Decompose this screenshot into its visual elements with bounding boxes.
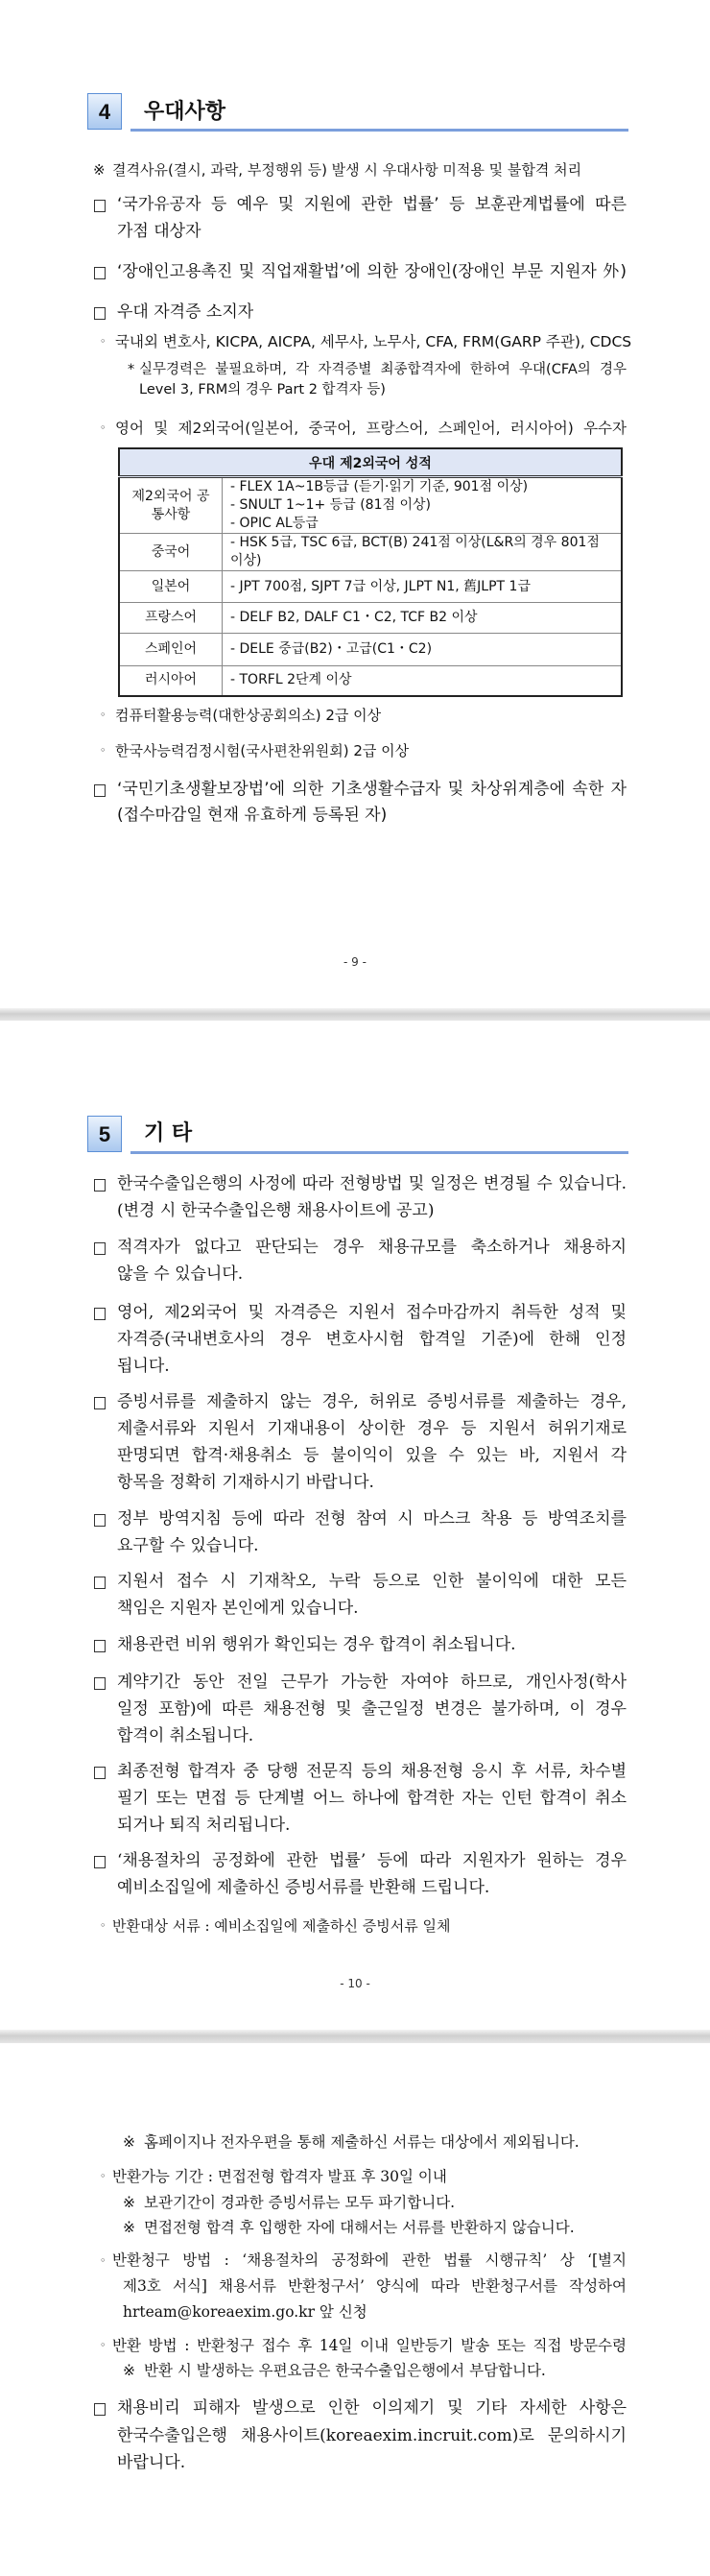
checkbox-bullet-icon (94, 1677, 106, 1690)
requirement-item: - FLEX 1A~1B등급 (듣기·읽기 기준, 901점 이상) (230, 479, 529, 494)
text-line: 적격자가 없다고 판단되는 경우 채용규모를 축소하거나 채용하지 (117, 1238, 627, 1257)
text-line: 채용비리 피해자 발생으로 인한 이의제기 및 기타 자세한 사항은 (117, 2398, 627, 2418)
text-line: 계약기간 동안 전일 근무가 가능한 자여야 하므로, 개인사정(학사 (117, 1673, 627, 1692)
checkbox-bullet-icon (94, 1179, 106, 1192)
text-line: 제출서류와 지원서 기재내용이 상이한 경우 등 지원서 허위기재로 (117, 1419, 627, 1438)
text-line: 지원서 접수 시 기재착오, 누락 등으로 인한 불이익에 대한 모든 (117, 1572, 627, 1591)
text-line: 결격사유(결시, 과락, 부정행위 등) 발생 시 우대사항 미적용 및 불합격 처리 (112, 161, 582, 179)
language-cell: 일본어 (119, 571, 223, 603)
text-line: 우대 자격증 소지자 (117, 302, 254, 322)
table-header: 우대 제2외국어 성적 (119, 448, 622, 477)
text-line: 채용관련 비위 행위가 확인되는 경우 합격이 취소됩니다. (117, 1635, 516, 1654)
checkbox-bullet-icon (94, 1640, 106, 1652)
text-line: Level 3, FRM의 경우 Part 2 합격자 등) (139, 382, 386, 397)
requirement-item: - JPT 700점, SJPT 7급 이상, JLPT N1, 舊JLPT 1급 (230, 578, 531, 594)
text-line: 국내외 변호사, KICPA, AICPA, 세무사, 노무사, CFA, FRM(GARP 주관), CDCS (115, 333, 632, 350)
requirement-item: - HSK 5급, TSC 6급, BCT(B) 241점 이상(L&R의 경우 801점 이상) (230, 535, 600, 568)
checkbox-bullet-icon (94, 1767, 106, 1779)
text-line: 예비소집일에 제출하신 증빙서류를 반환해 드립니다. (117, 1878, 490, 1897)
circle-bullet-icon: ◦ (100, 709, 106, 721)
requirement-cell (223, 666, 623, 696)
checkbox-bullet-icon (94, 1514, 106, 1527)
asterisk-icon: * (128, 362, 135, 377)
table-row (119, 634, 622, 666)
checkbox-bullet-icon (94, 784, 106, 797)
text-line: 되거나 퇴직 처리됩니다. (117, 1816, 291, 1835)
language-score-table (118, 447, 623, 697)
checkbox-bullet-icon (94, 307, 106, 320)
circle-bullet-icon: ◦ (100, 2254, 106, 2267)
section-number-badge: 4 (87, 93, 122, 130)
table-row (119, 603, 622, 634)
requirement-cell (223, 603, 623, 634)
text-line: 항목을 정확히 기재하시기 바랍니다. (117, 1473, 374, 1492)
text-line: 가점 대상자 (117, 222, 201, 241)
text-line: 합격이 취소됩니다. (117, 1726, 254, 1745)
requirement-cell (223, 634, 623, 666)
text-line: 일정 포함)에 따른 채용전형 및 출근일정 변경은 불가하며, 이 경우 (117, 1699, 627, 1719)
table-row (119, 534, 622, 571)
text-line: 정부 방역지침 등에 따라 전형 참여 시 마스크 착용 등 방역조치를 (117, 1509, 627, 1529)
checkbox-bullet-icon (94, 267, 106, 279)
text-line: 보관기간이 경과한 증빙서류는 모두 파기합니다. (144, 2194, 456, 2211)
language-cell: 러시아어 (119, 666, 223, 696)
requirement-item: - TORFL 2단계 이상 (230, 672, 352, 688)
text-line: 홈페이지나 전자우편을 통해 제출하신 서류는 대상에서 제외됩니다. (144, 2133, 580, 2151)
text-line: 한국수출입은행의 사정에 따라 전형방법 및 일정은 변경될 수 있습니다. (117, 1174, 627, 1193)
requirement-item: - OPIC AL등급 (230, 516, 319, 531)
page-separator (0, 1008, 710, 1021)
table-row (119, 666, 622, 696)
text-line: 증빙서류를 제출하지 않는 경우, 허위로 증빙서류를 제출하는 경우, (117, 1392, 627, 1411)
table-row (119, 477, 622, 534)
text-line: 반환청구 방법 : ‘채용절차의 공정화에 관한 법률 시행규칙’ 상 ‘[별지 (112, 2251, 627, 2269)
text-line: 않을 수 있습니다. (117, 1264, 244, 1284)
checkbox-bullet-icon (94, 1397, 106, 1409)
text-line: 컴퓨터활용능력(대한상공회의소) 2급 이상 (115, 707, 382, 724)
requirement-item: - DELE 중급(B2)・고급(C1・C2) (230, 641, 433, 657)
page-number: - 10 - (340, 1977, 370, 1990)
requirement-item: - SNULT 1~1+ 등급 (81점 이상) (230, 497, 431, 513)
text-line: 반환가능 기간 : 면접전형 합격자 발표 후 30일 이내 (112, 2168, 447, 2185)
checkbox-bullet-icon (94, 1308, 106, 1320)
circle-bullet-icon: ◦ (100, 421, 106, 434)
text-line: ‘국민기초생활보장법’에 의한 기초생활수급자 및 차상위계층에 속한 자 (117, 780, 627, 799)
circle-bullet-icon: ◦ (100, 1919, 106, 1932)
text-line: 바랍니다. (117, 2453, 186, 2472)
section-underline (130, 1151, 628, 1154)
text-line: (접수마감일 현재 유효하게 등록된 자) (117, 806, 388, 825)
circle-bullet-icon: ◦ (100, 2170, 106, 2182)
text-line: 됩니다. (117, 1357, 170, 1376)
page-separator (0, 2030, 710, 2043)
language-cell: 프랑스어 (119, 603, 223, 634)
text-line: 자격증(국내변호사의 경우 변호사시험 합격일 기준)에 한해 인정 (117, 1330, 627, 1349)
text-line: 반환 방법 : 반환청구 접수 후 14일 이내 일반등기 발송 또는 직접 방문수령 (112, 2337, 627, 2354)
checkbox-bullet-icon (94, 2403, 106, 2416)
text-line: 제3호 서식] 채용서류 반환청구서’ 양식에 따라 반환청구서를 작성하여 (123, 2277, 627, 2295)
text-line: 한국수출입은행 채용사이트(koreaexim.incruit.com)로 문의하시기 (117, 2425, 627, 2445)
reference-mark-icon: ※ (123, 2362, 135, 2379)
reference-mark-icon: ※ (123, 2219, 135, 2236)
reference-mark-icon: ※ (123, 2133, 135, 2151)
text-line: hrteam@koreaexim.go.kr 앞 신청 (123, 2303, 367, 2321)
reference-mark-icon: ※ (93, 161, 106, 179)
text-line: 판명되면 합격·채용취소 등 불이익이 있을 수 있는 바, 지원서 각 (117, 1446, 627, 1465)
requirement-cell (223, 534, 623, 571)
text-line: (변경 시 한국수출입은행 채용사이트에 공고) (117, 1201, 435, 1220)
table-row (119, 571, 622, 603)
text-line: 면접전형 합격 후 입행한 자에 대해서는 서류를 반환하지 않습니다. (144, 2219, 575, 2236)
text-line: 반환대상 서류 : 예비소집일에 제출하신 증빙서류 일체 (112, 1917, 451, 1935)
checkbox-bullet-icon (94, 1242, 106, 1255)
language-cell: 스페인어 (119, 634, 223, 666)
text-line: 실무경력은 불필요하며, 각 자격증별 최종합격자에 한하여 우대(CFA의 경우 (139, 362, 627, 377)
reference-mark-icon: ※ (123, 2194, 135, 2211)
text-line: ‘채용절차의 공정화에 관한 법률’ 등에 따라 지원자가 원하는 경우 (117, 1851, 627, 1870)
requirement-item: - DELF B2, DALF C1・C2, TCF B2 이상 (230, 610, 478, 625)
section-number-badge: 5 (87, 1116, 122, 1152)
text-line: 반환 시 발생하는 우편요금은 한국수출입은행에서 부담합니다. (144, 2362, 546, 2379)
requirement-cell (223, 477, 623, 534)
text-line: 책임은 지원자 본인에게 있습니다. (117, 1599, 359, 1618)
circle-bullet-icon: ◦ (100, 335, 106, 348)
checkbox-bullet-icon (94, 200, 106, 212)
text-line: 영어 및 제2외국어(일본어, 중국어, 프랑스어, 스페인어, 러시아어) 우수자 (115, 420, 627, 437)
language-cell: 제2외국어 공통사항 (119, 477, 223, 534)
section-title: 기 타 (144, 1121, 193, 1145)
text-line: ‘국가유공자 등 예우 및 지원에 관한 법률’ 등 보훈관계법률에 따른 (117, 195, 627, 214)
text-line: 최종전형 합격자 중 당행 전문직 등의 채용전형 응시 후 서류, 차수별 (117, 1762, 627, 1781)
text-line: 요구할 수 있습니다. (117, 1536, 259, 1555)
checkbox-bullet-icon (94, 1856, 106, 1868)
text-line: 영어, 제2외국어 및 자격증은 지원서 접수마감까지 취득한 성적 및 (117, 1303, 627, 1322)
circle-bullet-icon: ◦ (100, 744, 106, 757)
language-cell: 중국어 (119, 534, 223, 571)
text-line: 한국사능력검정시험(국사편찬위원회) 2급 이상 (115, 742, 410, 759)
text-line: 필기 또는 면접 등 단계별 어느 하나에 합격한 자는 인턴 합격이 취소 (117, 1789, 627, 1808)
requirement-cell (223, 571, 623, 603)
checkbox-bullet-icon (94, 1577, 106, 1589)
section-title: 우대사항 (144, 100, 226, 124)
circle-bullet-icon: ◦ (100, 2339, 106, 2351)
page-number: - 9 - (343, 955, 367, 969)
text-line: ‘장애인고용촉진 및 직업재활법’에 의한 장애인(장애인 부문 지원자 外) (117, 262, 627, 281)
section-underline (130, 129, 628, 132)
